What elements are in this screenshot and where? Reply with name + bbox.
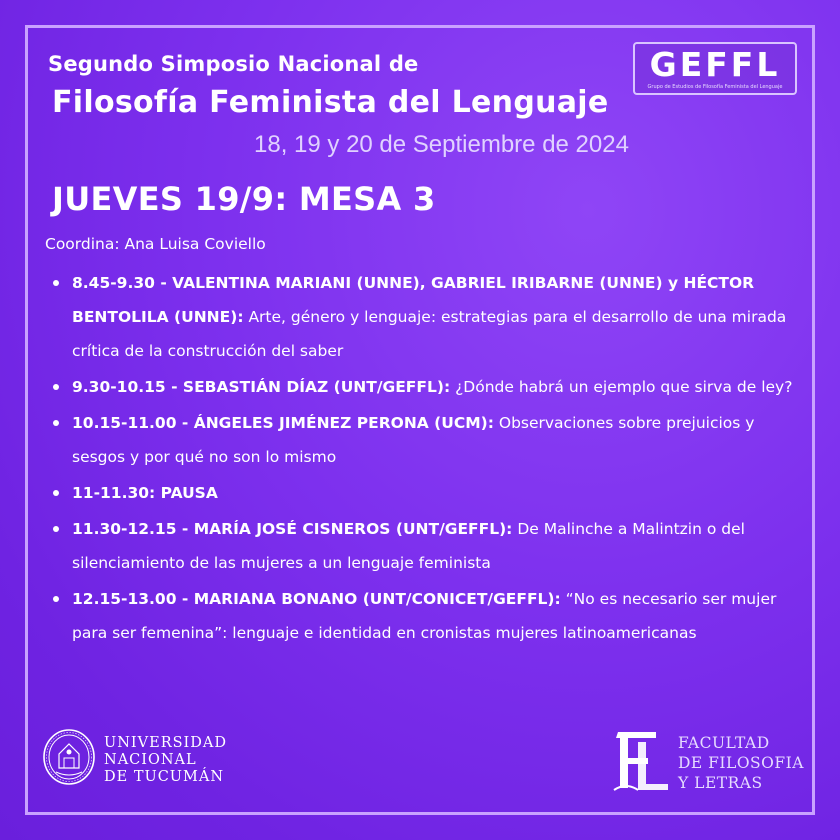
program-item-time-authors: 12.15-13.00 - MARIANA BONANO (UNT/CONICET/GEFFL):: [72, 590, 561, 608]
program-item: [46, 582, 806, 650]
fl-monogram-icon: [612, 728, 672, 794]
program-item-time-authors: 10.15-11.00 - ÁNGELES JIMÉNEZ PERONA (UCM):: [72, 414, 494, 432]
bullet-icon: [53, 280, 59, 286]
event-dates: 18, 19 y 20 de Septiembre de 2024: [254, 131, 629, 158]
ffyl-name-line: DE FILOSOFIA: [678, 754, 804, 772]
ffyl-logo: [612, 728, 812, 798]
program-item-time-authors: 8.45-9.30 - VALENTINA MARIANI (UNNE), GABRIEL IRIBARNE (UNNE) y HÉCTOR BENTOLILA (UNNE):: [72, 274, 755, 326]
session-coordinator: Coordina: Ana Luisa Coviello: [45, 235, 266, 253]
program-item-time-authors: 9.30-10.15 - SEBASTIÁN DÍAZ (UNT/GEFFL):: [72, 378, 451, 396]
program-item-title: “No es necesario ser mujer para ser femenina”: lenguaje e identidad en cronistas mujeres latinoamericanas: [72, 590, 777, 642]
geffl-logo-subtitle: Grupo de Estudios de Filosofía Feminista del Lenguaje: [647, 84, 783, 90]
geffl-logo: [633, 42, 797, 95]
bullet-icon: [53, 384, 59, 390]
event-name: Segundo Simposio Nacional de: [48, 52, 419, 76]
unt-name: [104, 735, 227, 786]
program-item-time-authors: 11.30-12.15 - MARÍA JOSÉ CISNEROS (UNT/GEFFL):: [72, 520, 513, 538]
unt-name-line: NACIONAL: [104, 752, 197, 768]
program-list: [46, 266, 806, 652]
event-title: Filosofía Feminista del Lenguaje: [52, 85, 609, 120]
program-item-title: De Malinche a Malintzin o del silenciamiento de las mujeres a un lenguaje feminista: [72, 520, 745, 572]
program-item-title: ¿Dónde habrá un ejemplo que sirva de ley?: [450, 378, 793, 396]
program-item-title: Observaciones sobre prejuicios y sesgos y por qué no son lo mismo: [72, 414, 755, 466]
unt-name-line: UNIVERSIDAD: [104, 735, 227, 751]
program-item: [46, 406, 806, 474]
bullet-icon: [53, 420, 59, 426]
program-item: [46, 476, 806, 510]
bullet-icon: [53, 526, 59, 532]
bullet-icon: [53, 596, 59, 602]
unt-name-line: DE TUCUMÁN: [104, 769, 225, 785]
ffyl-name-line: Y LETRAS: [678, 774, 763, 792]
program-item-title: Arte, género y lenguaje: estrategias para el desarrollo de una mirada crítica de la construcción del saber: [72, 308, 787, 360]
program-item-time-authors: 11-11.30: PAUSA: [72, 484, 218, 502]
university-seal-icon: [42, 728, 96, 786]
bullet-icon: [53, 490, 59, 496]
unt-logo: [42, 728, 227, 790]
session-heading: JUEVES 19/9: MESA 3: [52, 180, 436, 218]
ffyl-name: [678, 733, 804, 793]
ffyl-name-line: FACULTAD: [678, 734, 770, 752]
program-item: [46, 370, 806, 404]
geffl-logo-text: GEFFL: [649, 45, 781, 84]
program-item: [46, 266, 806, 368]
program-item: [46, 512, 806, 580]
